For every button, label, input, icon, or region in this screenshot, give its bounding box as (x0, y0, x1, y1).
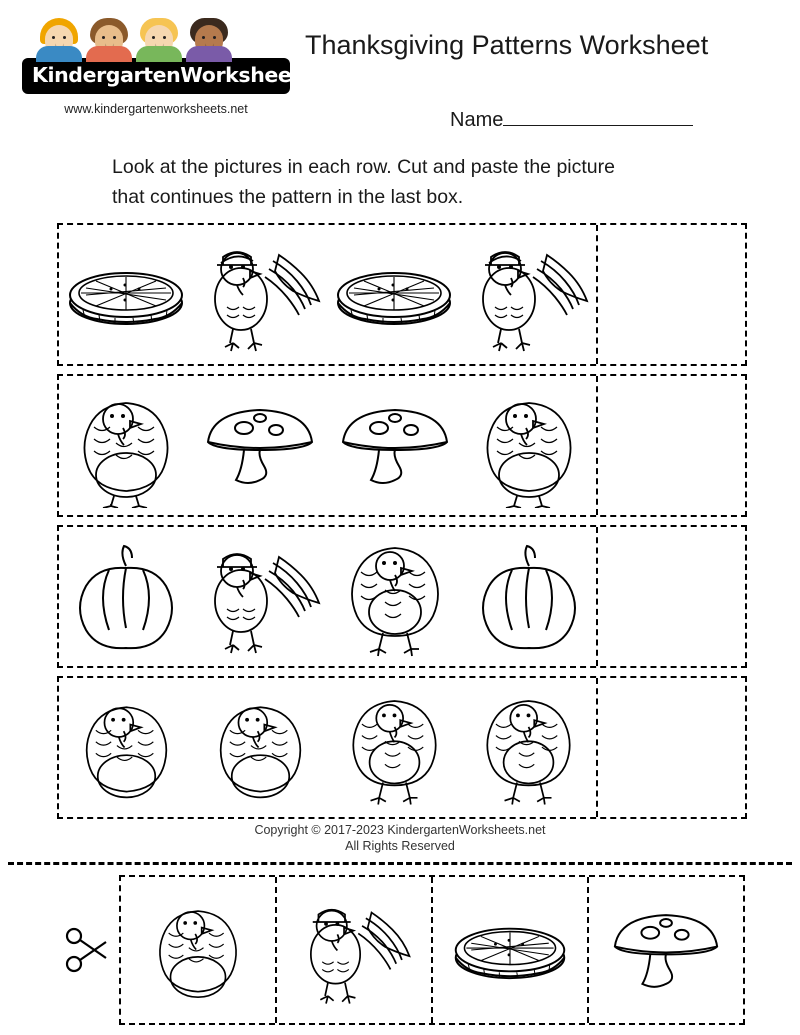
cut-line-divider (8, 862, 792, 865)
turkey-standing-icon (337, 685, 452, 810)
copyright-block (0, 822, 800, 854)
pumpkin-icon (467, 542, 592, 652)
turkey-sitting-icon (69, 688, 184, 808)
pattern-cell-turkey-sitting (59, 376, 193, 515)
instructions-line-1: Look at the pictures in each row. Cut and paste the picture (112, 156, 615, 178)
pattern-cell-pumpkin (59, 527, 193, 666)
pattern-cell-turkey-sitting (59, 678, 193, 817)
pattern-row-4 (57, 676, 747, 819)
turkey-sitting-icon (143, 889, 253, 1011)
pattern-cell-pumpkin (462, 527, 596, 666)
page-title: Thanksgiving Patterns Worksheet (305, 30, 709, 60)
pattern-cell-pie (328, 225, 462, 364)
mushroom-icon (607, 903, 725, 997)
cut-card-pie[interactable] (433, 877, 589, 1023)
pattern-cell-mushroom (328, 376, 462, 515)
site-logo[interactable] (22, 18, 358, 116)
pattern-cell-turkey-standing (462, 678, 596, 817)
turkey-pilgrim-icon (461, 237, 596, 352)
four-children-icon (36, 18, 268, 62)
turkey-pilgrim-icon (193, 237, 328, 352)
cut-out-strip (55, 874, 745, 1026)
name-blank-line[interactable] (503, 108, 693, 126)
turkey-sitting-icon (66, 383, 186, 508)
instructions (112, 152, 712, 212)
cut-card-mushroom[interactable] (589, 877, 743, 1023)
answer-box-row-4[interactable] (596, 678, 745, 817)
answer-box-row-1[interactable] (596, 225, 745, 364)
name-label: Name (450, 109, 504, 131)
mushroom-icon (335, 398, 455, 493)
answer-box-row-2[interactable] (596, 376, 745, 515)
turkey-standing-icon (335, 534, 455, 659)
page-header (0, 0, 800, 145)
pattern-cell-turkey-pilgrim (461, 225, 596, 364)
answer-box-row-3[interactable] (596, 527, 745, 666)
pattern-cell-turkey-sitting (193, 678, 327, 817)
cut-card-turkey-sitting[interactable] (121, 877, 277, 1023)
cut-cards (119, 875, 745, 1025)
pattern-row-2 (57, 374, 747, 517)
pattern-cell-turkey-pilgrim (193, 225, 328, 364)
pattern-cell-turkey-standing (328, 678, 462, 817)
pattern-cell-turkey-sitting (462, 376, 596, 515)
copyright-text: Copyright © 2017-2023 KindergartenWorksheets.net (254, 823, 546, 837)
pie-icon (447, 911, 573, 989)
pattern-rows (57, 223, 747, 827)
pattern-cell-turkey-standing (328, 527, 462, 666)
mushroom-icon (200, 398, 320, 493)
turkey-standing-icon (471, 685, 586, 810)
pattern-row-3 (57, 525, 747, 668)
turkey-sitting-icon (469, 383, 589, 508)
instructions-line-2: that continues the pattern in the last box. (112, 186, 464, 208)
cut-card-turkey-pilgrim[interactable] (277, 877, 433, 1023)
pumpkin-icon (64, 542, 189, 652)
rights-text: All Rights Reserved (345, 839, 455, 853)
logo-name-bar (22, 58, 358, 94)
site-url: www.kindergartenworksheets.net (64, 102, 248, 116)
pattern-cell-mushroom (193, 376, 327, 515)
logo-text: KindergartenWorksheets.net (32, 63, 358, 87)
name-field (450, 108, 693, 132)
pattern-row-1 (57, 223, 747, 366)
pattern-cell-turkey-pilgrim (193, 527, 328, 666)
pie-icon (61, 255, 191, 335)
turkey-pilgrim-icon (193, 539, 328, 654)
pattern-cell-pie (59, 225, 193, 364)
scissors-icon (55, 924, 119, 976)
turkey-sitting-icon (203, 688, 318, 808)
pie-icon (329, 255, 459, 335)
turkey-pilgrim-icon (290, 895, 418, 1005)
